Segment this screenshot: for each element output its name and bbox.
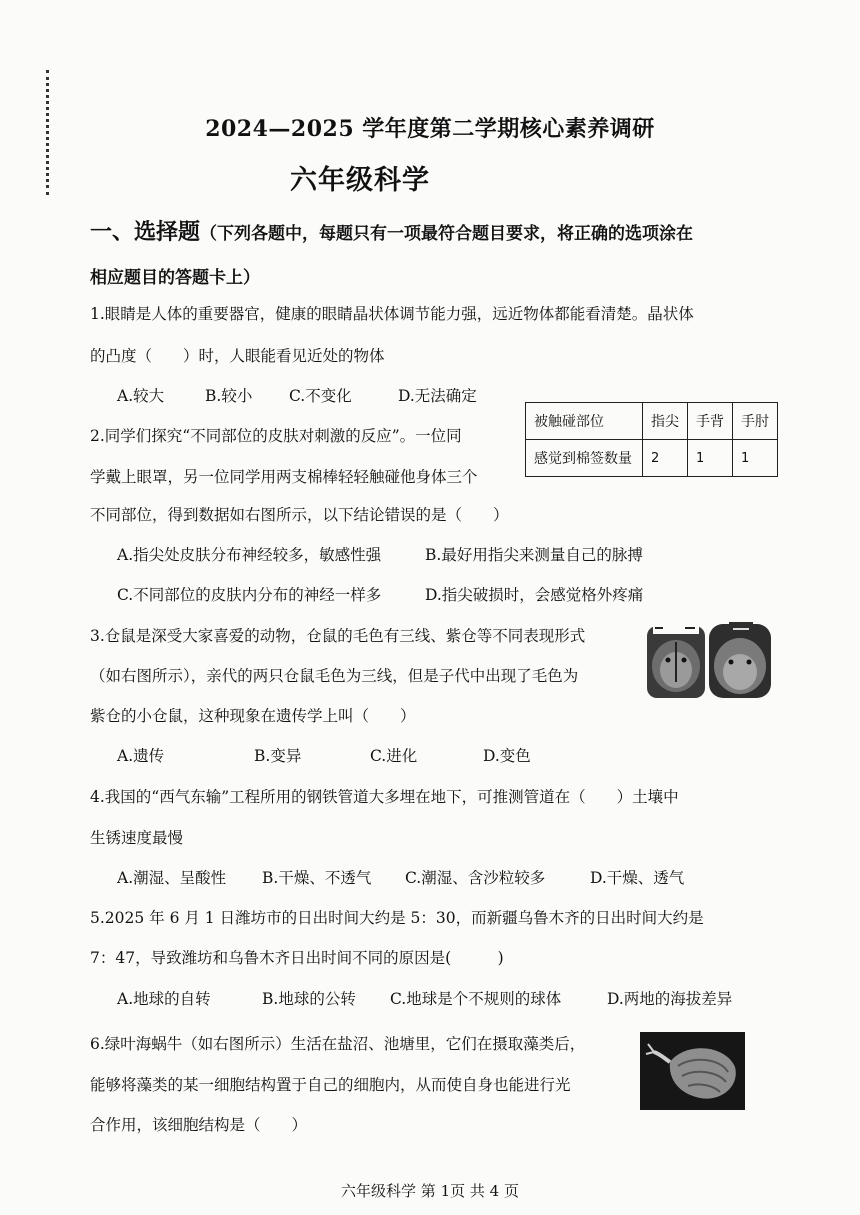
exam-title: 2024—2025 学年度第二学期核心素养调研 [205,116,655,142]
q4-option-d: D.干燥、透气 [590,869,685,887]
q5-option-b: B.地球的公转 [262,990,356,1008]
q3-option-d: D.变色 [483,747,531,765]
sea-slug-photo [640,1032,745,1110]
q3-option-b: B.变异 [254,747,302,765]
q6-line1: 6.绿叶海蜗牛（如右图所示）生活在盐沼、池塘里，它们在摄取藻类后， [90,1035,586,1053]
q3-line3: 紫仓的小仓鼠，这种现象在遗传学上叫（ ） [90,707,416,725]
hamster-three-line-photo [647,622,705,698]
table-cell-hand-back: 1 [688,440,733,477]
table-row [526,440,778,477]
section-note-line1: （下列各题中，每题只有一项最符合题目要求，将正确的选项涂在 [200,224,694,244]
q1-line1: 1.眼睛是人体的重要器官，健康的眼睛晶状体调节能力强，远近物体都能看清楚。晶状体 [90,305,694,323]
q5-option-c: C.地球是个不规则的球体 [390,990,562,1008]
table-row-label: 感觉到棉签数量 [526,440,643,477]
q3-line2: （如右图所示），亲代的两只仓鼠毛色为三线，但是子代中出现了毛色为 [90,667,579,685]
q3-option-a: A.遗传 [117,747,165,765]
table-cell-fingertip: 2 [643,440,688,477]
q3-option-c: C.进化 [370,747,418,765]
table-row [526,403,778,440]
q5-option-a: A.地球的自转 [117,990,211,1008]
q1-option-b: B.较小 [205,387,253,405]
q1-option-c: C.不变化 [289,387,352,405]
q4-option-c: C.潮湿、含沙粒较多 [405,869,546,887]
q1-option-a: A.较大 [117,387,165,405]
q5-option-d: D.两地的海拔差异 [607,990,733,1008]
q1-option-d: D.无法确定 [398,387,477,405]
q2-data-table [525,402,778,477]
q2-line3: 不同部位，得到数据如右图所示，以下结论错误的是（ ） [90,506,509,524]
table-header-hand-back: 手背 [688,403,733,440]
table-cell-elbow: 1 [733,440,778,477]
q5-line2: 7：47，导致潍坊和乌鲁木齐日出时间不同的原因是( ) [90,949,504,967]
section-note-line2: 相应题目的答题卡上） [90,268,260,288]
q1-line2: 的凸度（ ）时，人眼能看见近处的物体 [90,347,385,365]
q4-option-a: A.潮湿、呈酸性 [117,869,227,887]
q2-option-a: A.指尖处皮肤分布神经较多，敏感性强 [117,546,382,564]
table-header-fingertip: 指尖 [643,403,688,440]
q2-option-d: D.指尖破损时，会感觉格外疼痛 [425,586,644,604]
hamster-photos [645,620,773,700]
table-header-label: 被触碰部位 [526,403,643,440]
q4-line2: 生锈速度最慢 [90,829,184,847]
q6-line3: 合作用，该细胞结构是（ ） [90,1116,308,1134]
q2-line2: 学戴上眼罩，另一位同学用两支棉棒轻轻触碰他身体三个 [90,468,478,486]
table-header-elbow: 手肘 [733,403,778,440]
section-title: 一、选择题 [90,219,201,245]
q4-option-b: B.干燥、不透气 [262,869,372,887]
q2-option-b: B.最好用指尖来测量自己的脉搏 [425,546,643,564]
section-heading [90,215,693,246]
q3-line1: 3.仓鼠是深受大家喜爱的动物，仓鼠的毛色有三线、紫仓等不同表现形式 [90,627,586,645]
q5-line1: 5.2025 年 6 月 1 日潍坊市的日出时间大约是 5：30，而新疆乌鲁木齐的日出时间大约是 [90,909,704,927]
q4-line1: 4.我国的“西气东输”工程所用的钢铁管道大多埋在地下，可推测管道在（ ）土壤中 [90,788,679,806]
hamster-purple-photo [709,622,771,698]
page-footer: 六年级科学 第 1页 共 4 页 [341,1182,519,1200]
q6-line2: 能够将藻类的某一细胞结构置于自己的细胞内，从而使自身也能进行光 [90,1076,571,1094]
q2-option-c: C.不同部位的皮肤内分布的神经一样多 [117,586,382,604]
q2-line1: 2.同学们探究“不同部位的皮肤对刺激的反应”。一位同 [90,427,462,445]
exam-subtitle: 六年级科学 [290,165,430,196]
